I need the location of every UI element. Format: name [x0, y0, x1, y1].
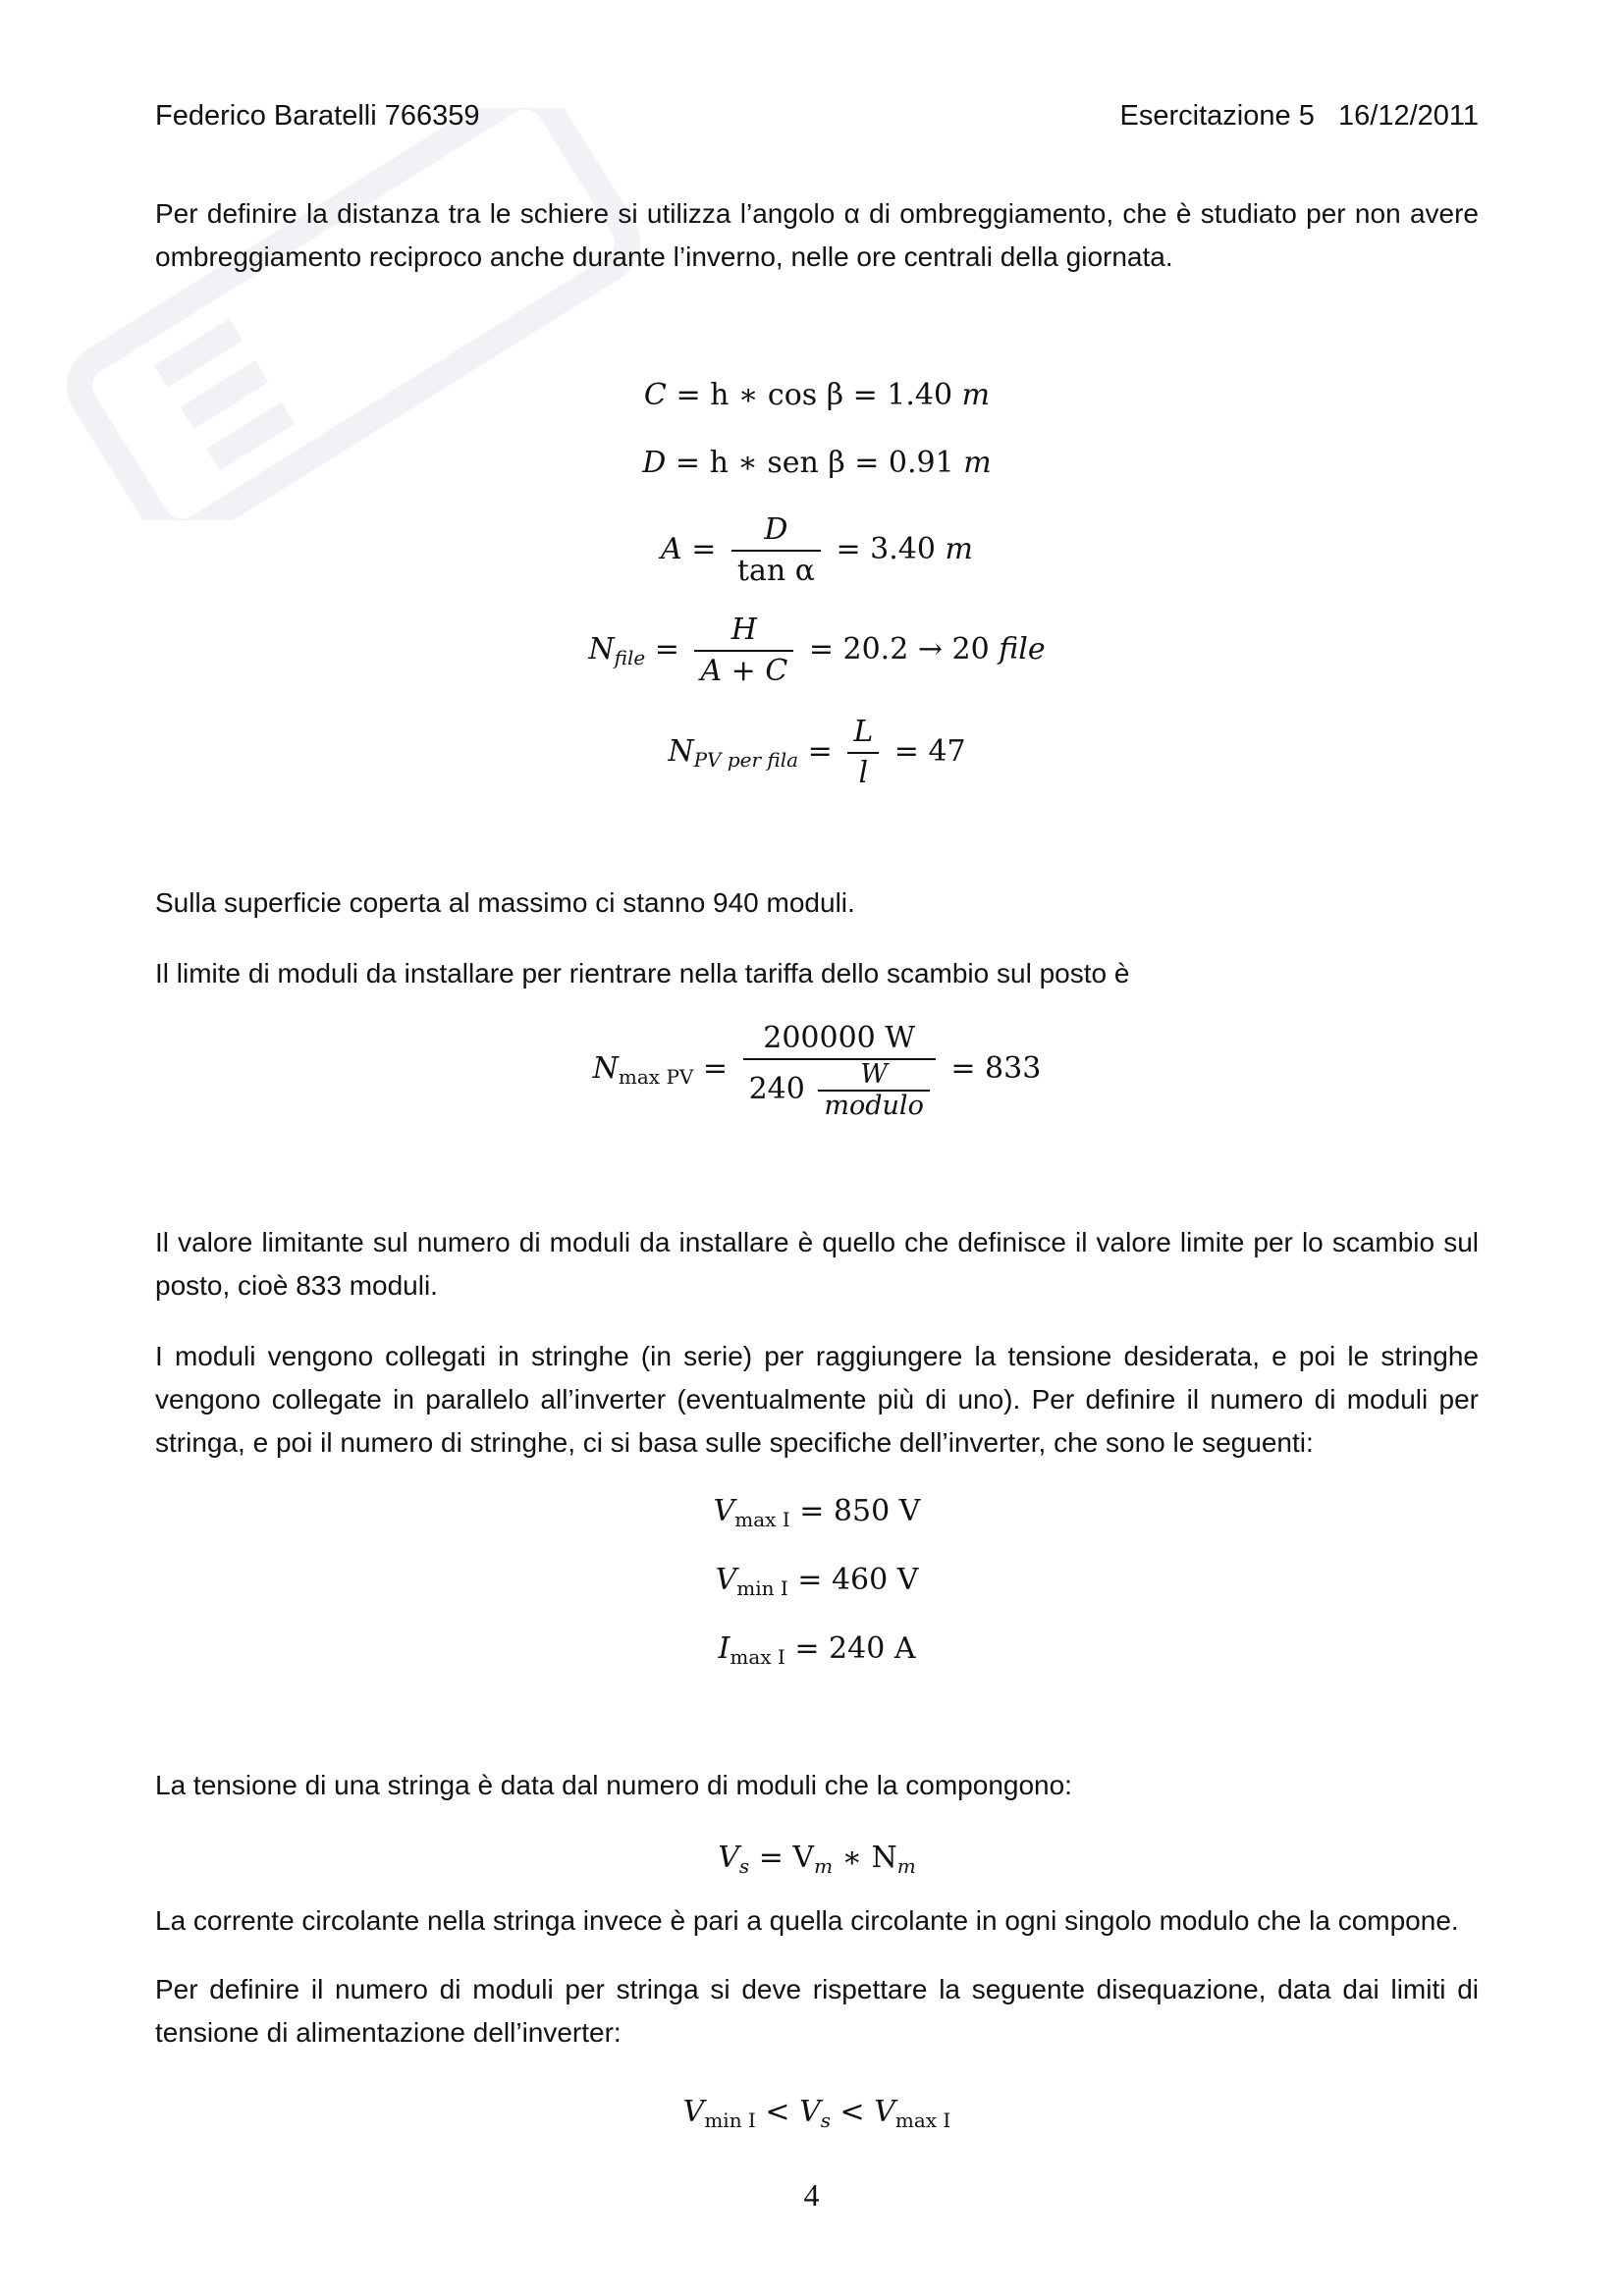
header-date: 16/12/2011 — [1338, 100, 1479, 132]
paragraph-string-current: La corrente circolante nella stringa invece è pari a quella circolante in ogni singolo modulo che la compone. — [155, 1905, 1459, 1936]
equation-v-max: $V_{max I} = 850$ V — [713, 1494, 921, 1531]
header-exercise: Esercitazione 5 — [1119, 100, 1315, 132]
equation-c: C = h ∗ cos β = 1.40 m — [643, 378, 991, 412]
equation-vs: $V_s = V_m$ ∗ $N_m$ — [718, 1841, 916, 1878]
equation-v-min: $V_{min I} = 460$ V — [715, 1563, 919, 1600]
paragraph-shading-angle: Per definire la distanza tra le schiere si utilizza l’angolo α di ombreggiamento, che è studiato per non avere ombreggiamento reciproco anche durante l’inverno, nelle ore centrali della giornata. — [155, 198, 1479, 272]
equation-n-pv-per-fila: $N_{PV per fila}$ = $\frac{L}{l}$ = 47 — [155, 713, 1479, 793]
paragraph-limiting-value: Il valore limitante sul numero di moduli da installare è quello che definisce il valore limite per lo scambio sul posto, cioè 833 moduli. — [155, 1227, 1479, 1301]
paragraph-string-voltage: La tensione di una stringa è data dal numero di moduli che la compongono: — [155, 1770, 1072, 1800]
equation-n-file: $N_{file}$ = $\frac{H}{A + C}$ = 20.2 → 20 file — [155, 611, 1479, 691]
fraction-d-over-tan: $\frac{D}{\text{tan α}}$ — [731, 510, 821, 591]
paragraph-strings: I moduli vengono collegati in stringhe (in serie) per raggiungere la tensione desiderata, e poi le stringhe vengono collegate in parallelo all’inverter (eventualmente più di uno). Per definire il numero di moduli per stringa, e poi il numero di stringhe, ci si basa sulle specifiche dell’inverter, che sono le seguenti: — [155, 1341, 1479, 1458]
fraction-power-over-module: 200000 W 240 $\frac{W}{\text{modulo}}$ — [743, 1019, 936, 1121]
paragraph-limit-intro: Il limite di moduli da installare per rientrare nella tariffa dello scambio sul posto è — [155, 958, 1130, 988]
fraction-h-over-a-plus-c: $\frac{H}{A + C}$ — [694, 611, 793, 691]
paragraph-max-modules: Sulla superficie coperta al massimo ci stanno 940 moduli. — [155, 887, 855, 918]
equation-inequality: $V_{min I} < V_s < V_{max I}$ — [682, 2095, 951, 2132]
page-number: 4 — [803, 2177, 820, 2213]
paragraph-inequality-intro: Per definire il numero di moduli per stringa si deve rispettare la seguente disequazione, data dai limiti di tensione di alimentazione dell’inverter: — [155, 1974, 1479, 2048]
header-right — [1120, 98, 1479, 133]
equation-n-max-pv: $N_{max PV}$ = 200000 W 240 $\frac{W}{\text{modulo}}$ = 833 — [592, 1021, 1042, 1121]
equation-i-max: $I_{max I} = 240$ A — [718, 1631, 916, 1669]
fraction-l-over-l: $\frac{L}{l}$ — [847, 713, 879, 793]
header-author: Federico Baratelli 766359 — [155, 100, 480, 132]
equation-d: D = h ∗ sen β = 0.91 m — [642, 446, 992, 480]
equation-a: A = $\frac{D}{\text{tan α}}$ = 3.40 m — [155, 510, 1479, 591]
